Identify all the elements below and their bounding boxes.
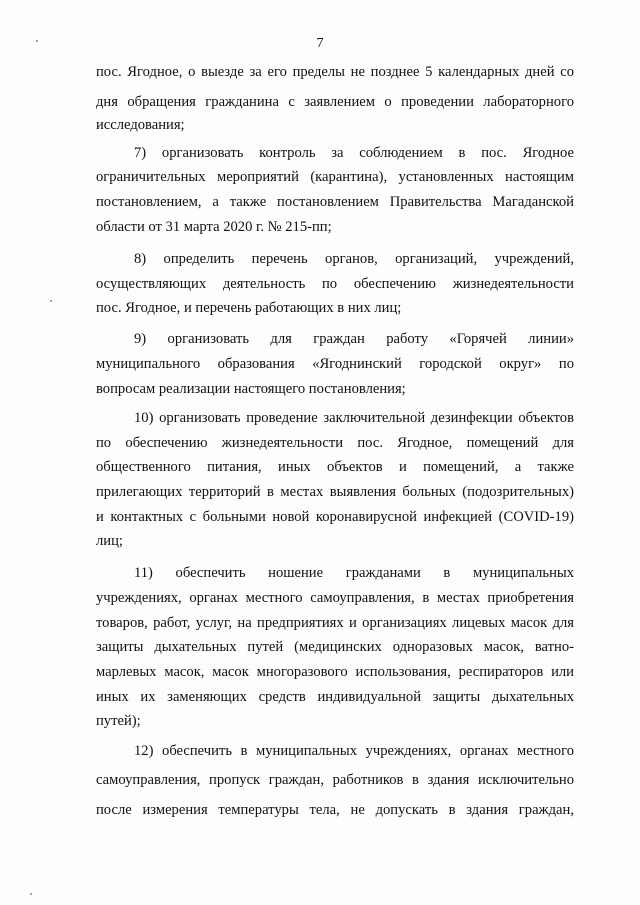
item-10-line-1: 10) организовать проведение заключительной дезинфекции объектов	[134, 410, 574, 426]
item-11-line-2: учреждениях, органах местного самоуправления, в местах приобретения	[96, 590, 574, 606]
item-12-line-2: самоуправления, пропуск граждан, работников в здания исключительно	[96, 772, 574, 788]
item-7-line-3: постановлением, а также постановлением Правительства Магаданской	[96, 194, 574, 210]
item-11-line-4: защиты дыхательных путей (медицинских одноразовых масок, ватно-	[96, 639, 574, 655]
item-10-line-3: общественного питания, иных объектов и помещений, а также	[96, 459, 574, 475]
scan-speck	[30, 893, 32, 895]
item-11-line-7: путей);	[96, 713, 141, 729]
item-11-line-6: иных их заменяющих средств индивидуальной защиты дыхательных	[96, 689, 574, 705]
item-11-line-1: 11) обеспечить ношение гражданами в муниципальных	[134, 565, 574, 581]
paragraph-1-line-2: дня обращения гражданина с заявлением о проведении лабораторного	[96, 94, 574, 110]
paragraph-1-line-3: исследования;	[96, 117, 185, 133]
item-11-line-5: марлевых масок, масок многоразового использования, респираторов или	[96, 664, 574, 680]
scan-speck	[50, 300, 52, 302]
scan-speck	[36, 40, 38, 42]
item-12-line-1: 12) обеспечить в муниципальных учреждениях, органах местного	[134, 743, 574, 759]
item-8-line-2: осуществляющих деятельность по обеспечению жизнедеятельности	[96, 276, 574, 292]
item-8-line-1: 8) определить перечень органов, организаций, учреждений,	[134, 251, 574, 267]
item-9-line-2: муниципального образования «Ягоднинский городской округ» по	[96, 356, 574, 372]
item-11-line-3: товаров, работ, услуг, на предприятиях и организациях лицевых масок для	[96, 615, 574, 631]
item-12-line-3: после измерения температуры тела, не допускать в здания граждан,	[96, 802, 574, 818]
item-8-line-3: пос. Ягодное, и перечень работающих в них лиц;	[96, 300, 402, 316]
item-7-line-2: ограничительных мероприятий (карантина), установленных настоящим	[96, 169, 574, 185]
item-9-line-1: 9) организовать для граждан работу «Горячей линии»	[134, 331, 574, 347]
page-number: 7	[316, 36, 324, 51]
item-10-line-6: лиц;	[96, 533, 123, 549]
paragraph-1-line-1: пос. Ягодное, о выезде за его пределы не позднее 5 календарных дней со	[96, 64, 574, 80]
item-10-line-4: прилегающих территорий в местах выявления больных (подозрительных)	[96, 484, 574, 500]
item-10-line-5: и контактных с больными новой коронавирусной инфекцией (COVID-19)	[96, 509, 574, 525]
item-7-line-1: 7) организовать контроль за соблюдением в пос. Ягодное	[134, 145, 574, 161]
item-7-line-4: области от 31 марта 2020 г. № 215-пп;	[96, 219, 332, 235]
item-10-line-2: по обеспечению жизнедеятельности пос. Ягодное, помещений для	[96, 435, 574, 451]
item-9-line-3: вопросам реализации настоящего постановления;	[96, 381, 406, 397]
